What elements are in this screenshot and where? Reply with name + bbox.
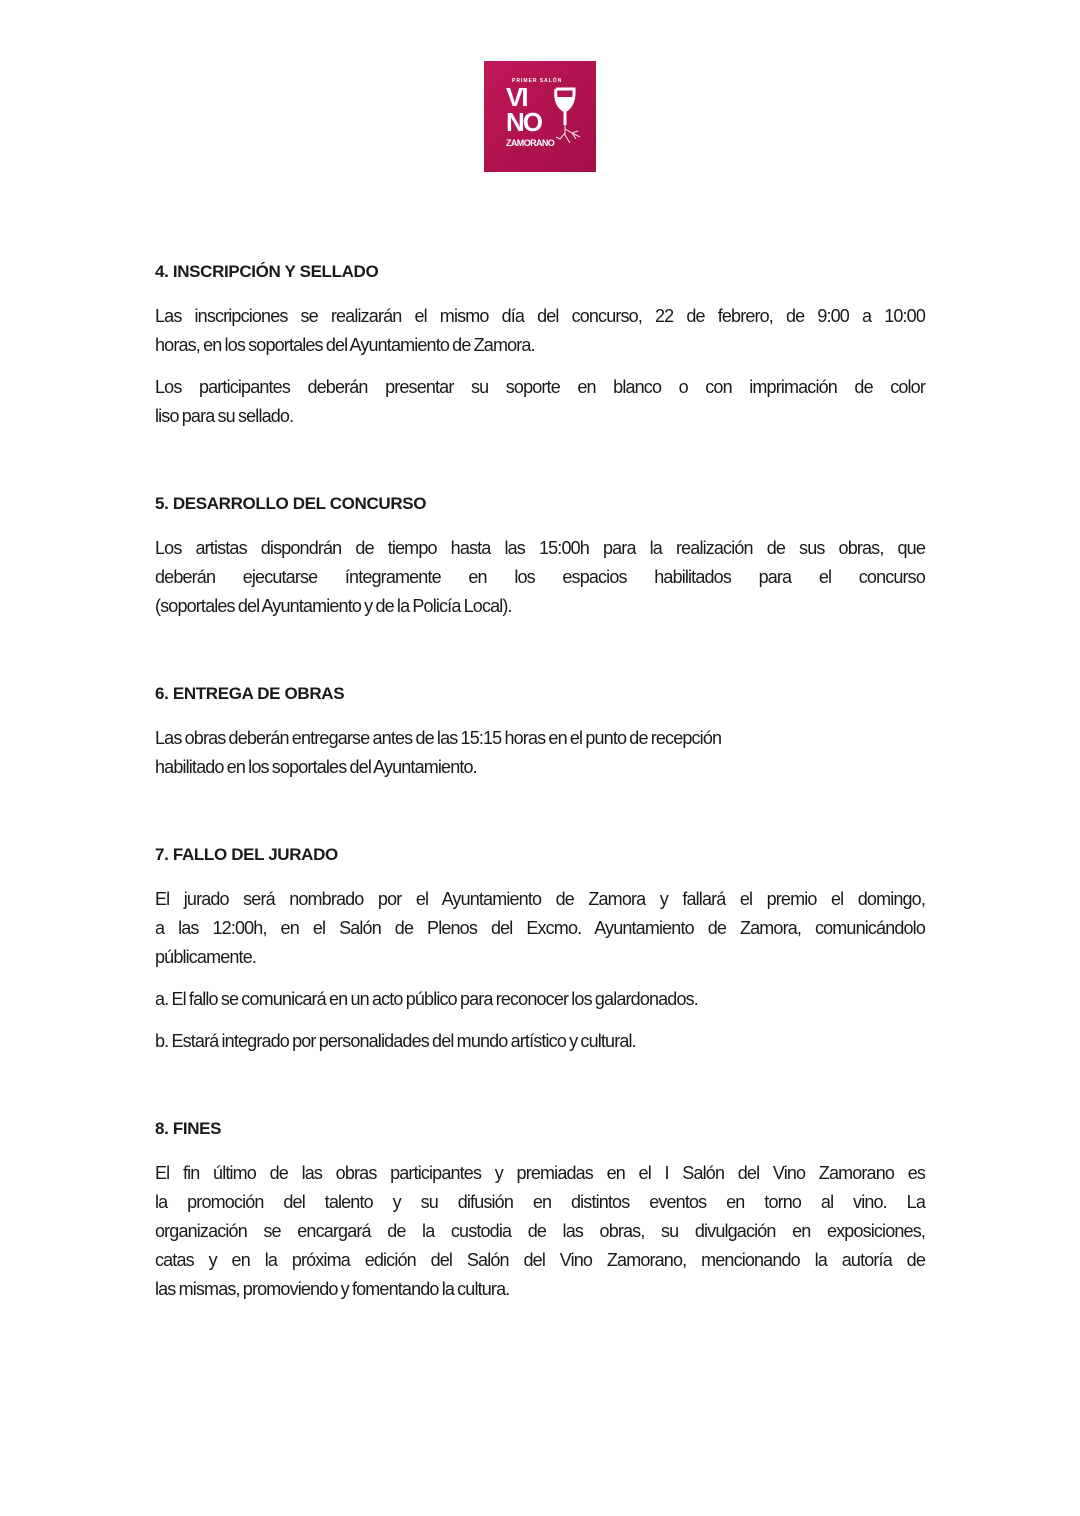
text-line: El fin último de las obras participantes y premiadas en el I Salón del Vino Zamorano es [155, 1163, 925, 1183]
text-line: a las 12:00h, en el Salón de Plenos del Excmo. Ayuntamiento de Zamora, comunicándolo [155, 918, 925, 938]
list-item [155, 1027, 925, 1056]
document-content [155, 258, 925, 1304]
logo-word-no: NO [506, 107, 541, 137]
logo-wordmark [506, 78, 563, 149]
section-fallo [155, 841, 925, 1056]
paragraph [155, 534, 925, 621]
section-fines [155, 1115, 925, 1304]
paragraph [155, 373, 925, 431]
paragraph [155, 724, 925, 782]
text-line: la promoción del talento y su difusión en distintos eventos en torno al vino. La [155, 1192, 925, 1212]
section-entrega [155, 680, 925, 782]
text-line: las mismas, promoviendo y fomentando la cultura. [155, 1279, 510, 1299]
text-line: (soportales del Ayuntamiento y de la Policía Local). [155, 596, 512, 616]
text-line: deberán ejecutarse íntegramente en los espacios habilitados para el concurso [155, 567, 925, 587]
salon-vino-zamorano-logo [484, 61, 596, 172]
list-item [155, 985, 925, 1014]
text-line: b. Estará integrado por personalidades del mundo artístico y cultural. [155, 1031, 636, 1051]
section-heading: 8. FINES [155, 1119, 222, 1138]
text-line: a. El fallo se comunicará en un acto público para reconocer los galardonados. [155, 989, 698, 1009]
section-desarrollo [155, 490, 925, 621]
logo-bottom-text: ZAMORANO [506, 138, 555, 148]
text-line: Los participantes deberán presentar su soporte en blanco o con imprimación de color [155, 377, 925, 397]
logo-word-vi: VI [506, 82, 527, 112]
section-heading: 4. INSCRIPCIÓN Y SELLADO [155, 262, 379, 281]
section-heading: 7. FALLO DEL JURADO [155, 845, 338, 864]
paragraph [155, 302, 925, 360]
paragraph [155, 1159, 925, 1304]
text-line: habilitado en los soportales del Ayuntamiento. [155, 757, 477, 777]
text-line: Los artistas dispondrán de tiempo hasta las 15:00h para la realización de sus obras, que [155, 538, 925, 558]
logo-top-text: PRIMER SALÓN [512, 78, 563, 84]
section-heading: 6. ENTREGA DE OBRAS [155, 684, 345, 703]
text-line: catas y en la próxima edición del Salón del Vino Zamorano, mencionando la autoría de [155, 1250, 925, 1270]
text-line: Las inscripciones se realizarán el mismo día del concurso, 22 de febrero, de 9:00 a 10:00 [155, 306, 925, 326]
text-line: liso para su sellado. [155, 406, 294, 426]
text-line: El jurado será nombrado por el Ayuntamiento de Zamora y fallará el premio el domingo, [155, 889, 925, 909]
text-line: horas, en los soportales del Ayuntamiento de Zamora. [155, 335, 535, 355]
text-line: públicamente. [155, 947, 257, 967]
section-inscripcion [155, 258, 925, 431]
section-heading: 5. DESARROLLO DEL CONCURSO [155, 494, 427, 513]
text-line: Las obras deberán entregarse antes de las 15:15 horas en el punto de recepción [155, 728, 722, 748]
text-line: organización se encargará de la custodia de las obras, su divulgación en exposiciones, [155, 1221, 925, 1241]
paragraph [155, 885, 925, 972]
